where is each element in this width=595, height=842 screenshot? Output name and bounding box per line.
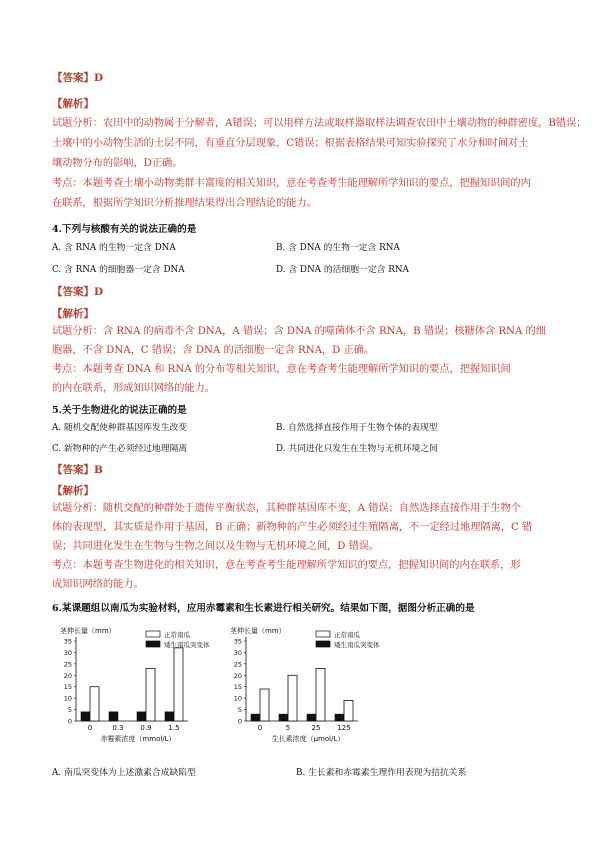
y-tick-label: 5	[67, 706, 72, 715]
bar-normal	[174, 648, 183, 721]
y-tick-label: 10	[233, 694, 242, 703]
bar-normal	[316, 668, 325, 721]
q6-option-b: B. 生长素和赤霉素生理作用表现为拮抗关系	[296, 768, 467, 778]
x-tick-label: 125	[337, 724, 351, 732]
y-tick-label: 35	[233, 637, 242, 646]
legend-label: 矮生南瓜突变体	[334, 641, 380, 649]
bar-mutant	[165, 712, 174, 721]
question-6-stem: 6.某课题组以南瓜为实验材料，应用赤霉素和生长素进行相关研究。结果如下图，据图分析正确的是	[52, 603, 475, 614]
analysis-line: 土壤中的小动物生活的土层不同，有垂直分层现象，C错误；根据表格结果可知实验探究了水分和时间对土	[52, 138, 529, 149]
q4-answer-label: 【答案】D	[52, 286, 104, 298]
y-tick-label: 15	[63, 683, 72, 692]
bar-mutant	[335, 714, 344, 721]
q5-note-line: 考点：本题考查生物进化的相关知识，意在考查考生能理解所学知识的要点，把握知识间的内在联系，形	[52, 560, 521, 571]
bar-mutant	[307, 714, 316, 721]
q5-analysis-label: 【解析】	[52, 485, 94, 497]
q5-answer-label: 【答案】B	[52, 464, 103, 476]
y-axis-title: 茎伸长量（mm）	[60, 627, 116, 635]
y-tick-label: 0	[237, 717, 242, 726]
x-axis-title: 赤霉素浓度（mmol/L）	[100, 735, 176, 743]
y-tick-label: 10	[63, 694, 72, 703]
answer-label: 【答案】D	[52, 72, 104, 84]
y-tick-label: 35	[63, 637, 72, 646]
q4-option-b: B. 含 DNA 的生物一定含 RNA	[276, 243, 400, 253]
y-tick-label: 20	[233, 671, 242, 680]
q4-analysis-line: 试题分析：含 RNA 的病毒不含 DNA，A 错误；含 DNA 的噬菌体不含 RNA，B 错误；核糖体含 RNA 的细	[52, 326, 546, 337]
legend-label: 矮生南瓜突变体	[164, 641, 210, 649]
bar-mutant	[251, 714, 260, 721]
y-tick-label: 5	[237, 706, 242, 715]
y-tick-label: 30	[233, 648, 242, 657]
bar-normal	[90, 687, 99, 721]
bar-normal	[146, 668, 155, 721]
bar-mutant	[81, 712, 90, 721]
bar-normal	[288, 675, 297, 721]
question-4-stem: 4.下列与核酸有关的说法正确的是	[52, 224, 197, 235]
q4-note-line: 的内在联系，形成知识网络的能力。	[52, 383, 215, 394]
q4-analysis-label: 【解析】	[52, 308, 94, 320]
q4-option-a: A. 含 RNA 的生物一定含 DNA	[52, 243, 176, 253]
legend-swatch-mutant	[316, 641, 330, 647]
legend-swatch-mutant	[146, 641, 160, 647]
q4-analysis-line: 胞器，不含 DNA，C 错误；含 DNA 的活细胞一定含 RNA，D 正确。	[52, 345, 375, 356]
q5-option-b: B. 自然选择直接作用于生物个体的表现型	[276, 423, 438, 433]
q4-option-c: C. 含 RNA 的细胞器一定含 DNA	[52, 265, 185, 275]
x-tick-label: 5	[285, 724, 291, 732]
q5-analysis-line: 体的表现型，其实质是作用于基因，B 正确；新物种的产生必须经过生殖隔离，不一定经过地理隔离，C 错	[52, 522, 533, 533]
bar-normal	[260, 689, 269, 721]
analysis-label: 【解析】	[52, 98, 94, 110]
bar-mutant	[137, 712, 146, 721]
legend-label: 正常南瓜	[334, 631, 360, 639]
x-tick-label: 1.5	[168, 724, 180, 732]
y-axis-title: 茎伸长量（mm）	[230, 627, 286, 635]
y-tick-label: 25	[233, 660, 242, 669]
q5-option-a: A. 随机交配使种群基因库发生改变	[52, 423, 188, 433]
analysis-line: 壤动物分布的影响，D正确。	[52, 158, 183, 169]
x-tick-label: 0.9	[140, 724, 152, 732]
x-tick-label: 0	[257, 724, 263, 732]
chart-auxin	[230, 625, 430, 755]
q4-option-d: D. 含 DNA 的活细胞一定含 RNA	[276, 265, 409, 275]
q5-analysis-line: 误；共同进化发生在生物与生物之间以及生物与无机环境之间，D 错误。	[52, 541, 380, 552]
question-5-stem: 5.关于生物进化的说法正确的是	[52, 405, 187, 416]
q6-option-a: A. 南瓜突变体为上述激素合成缺陷型	[52, 768, 196, 778]
note-line: 在联系，根据所学知识分析推理结果得出合理结论的能力。	[52, 198, 317, 209]
q4-note-line: 考点：本题考查 DNA 和 RNA 的分布等相关知识，意在考查考生能理解所学知识的要点，把握知识间	[52, 364, 511, 375]
bar-mutant	[279, 714, 288, 721]
q5-note-line: 成知识网络的能力。	[52, 579, 144, 590]
y-tick-label: 30	[63, 648, 72, 657]
analysis-line: 试题分析：农田中的动物属于分解者，A错误；可以用样方法或取样器取样法调查农田中土壤动物的种群密度，B错误；	[52, 118, 587, 129]
bar-normal	[344, 700, 353, 721]
y-tick-label: 15	[233, 683, 242, 692]
x-tick-label: 25	[311, 724, 321, 732]
legend-label: 正常南瓜	[164, 631, 190, 639]
x-tick-label: 0	[87, 724, 93, 732]
q5-option-c: C. 新物种的产生必须经过地理隔离	[52, 444, 188, 454]
q5-analysis-line: 试题分析：随机交配的种群处于遗传平衡状态，其种群基因库不变，A 错误；自然选择直接作用于生物个	[52, 503, 522, 514]
y-tick-label: 20	[63, 671, 72, 680]
legend-swatch-normal	[316, 631, 330, 637]
x-axis-title: 生长素浓度（μmol/L）	[271, 735, 345, 743]
y-tick-label: 0	[67, 717, 72, 726]
bar-mutant	[109, 712, 118, 721]
q5-option-d: D. 共同进化只发生在生物与无机环境之间	[276, 444, 438, 454]
x-tick-label: 0.3	[112, 724, 124, 732]
legend-swatch-normal	[146, 631, 160, 637]
note-line: 考点：本题考查土壤小动物类群丰富度的相关知识，意在考查考生能理解所学知识的要点，把握知识间的内	[52, 178, 531, 189]
y-tick-label: 25	[63, 660, 72, 669]
